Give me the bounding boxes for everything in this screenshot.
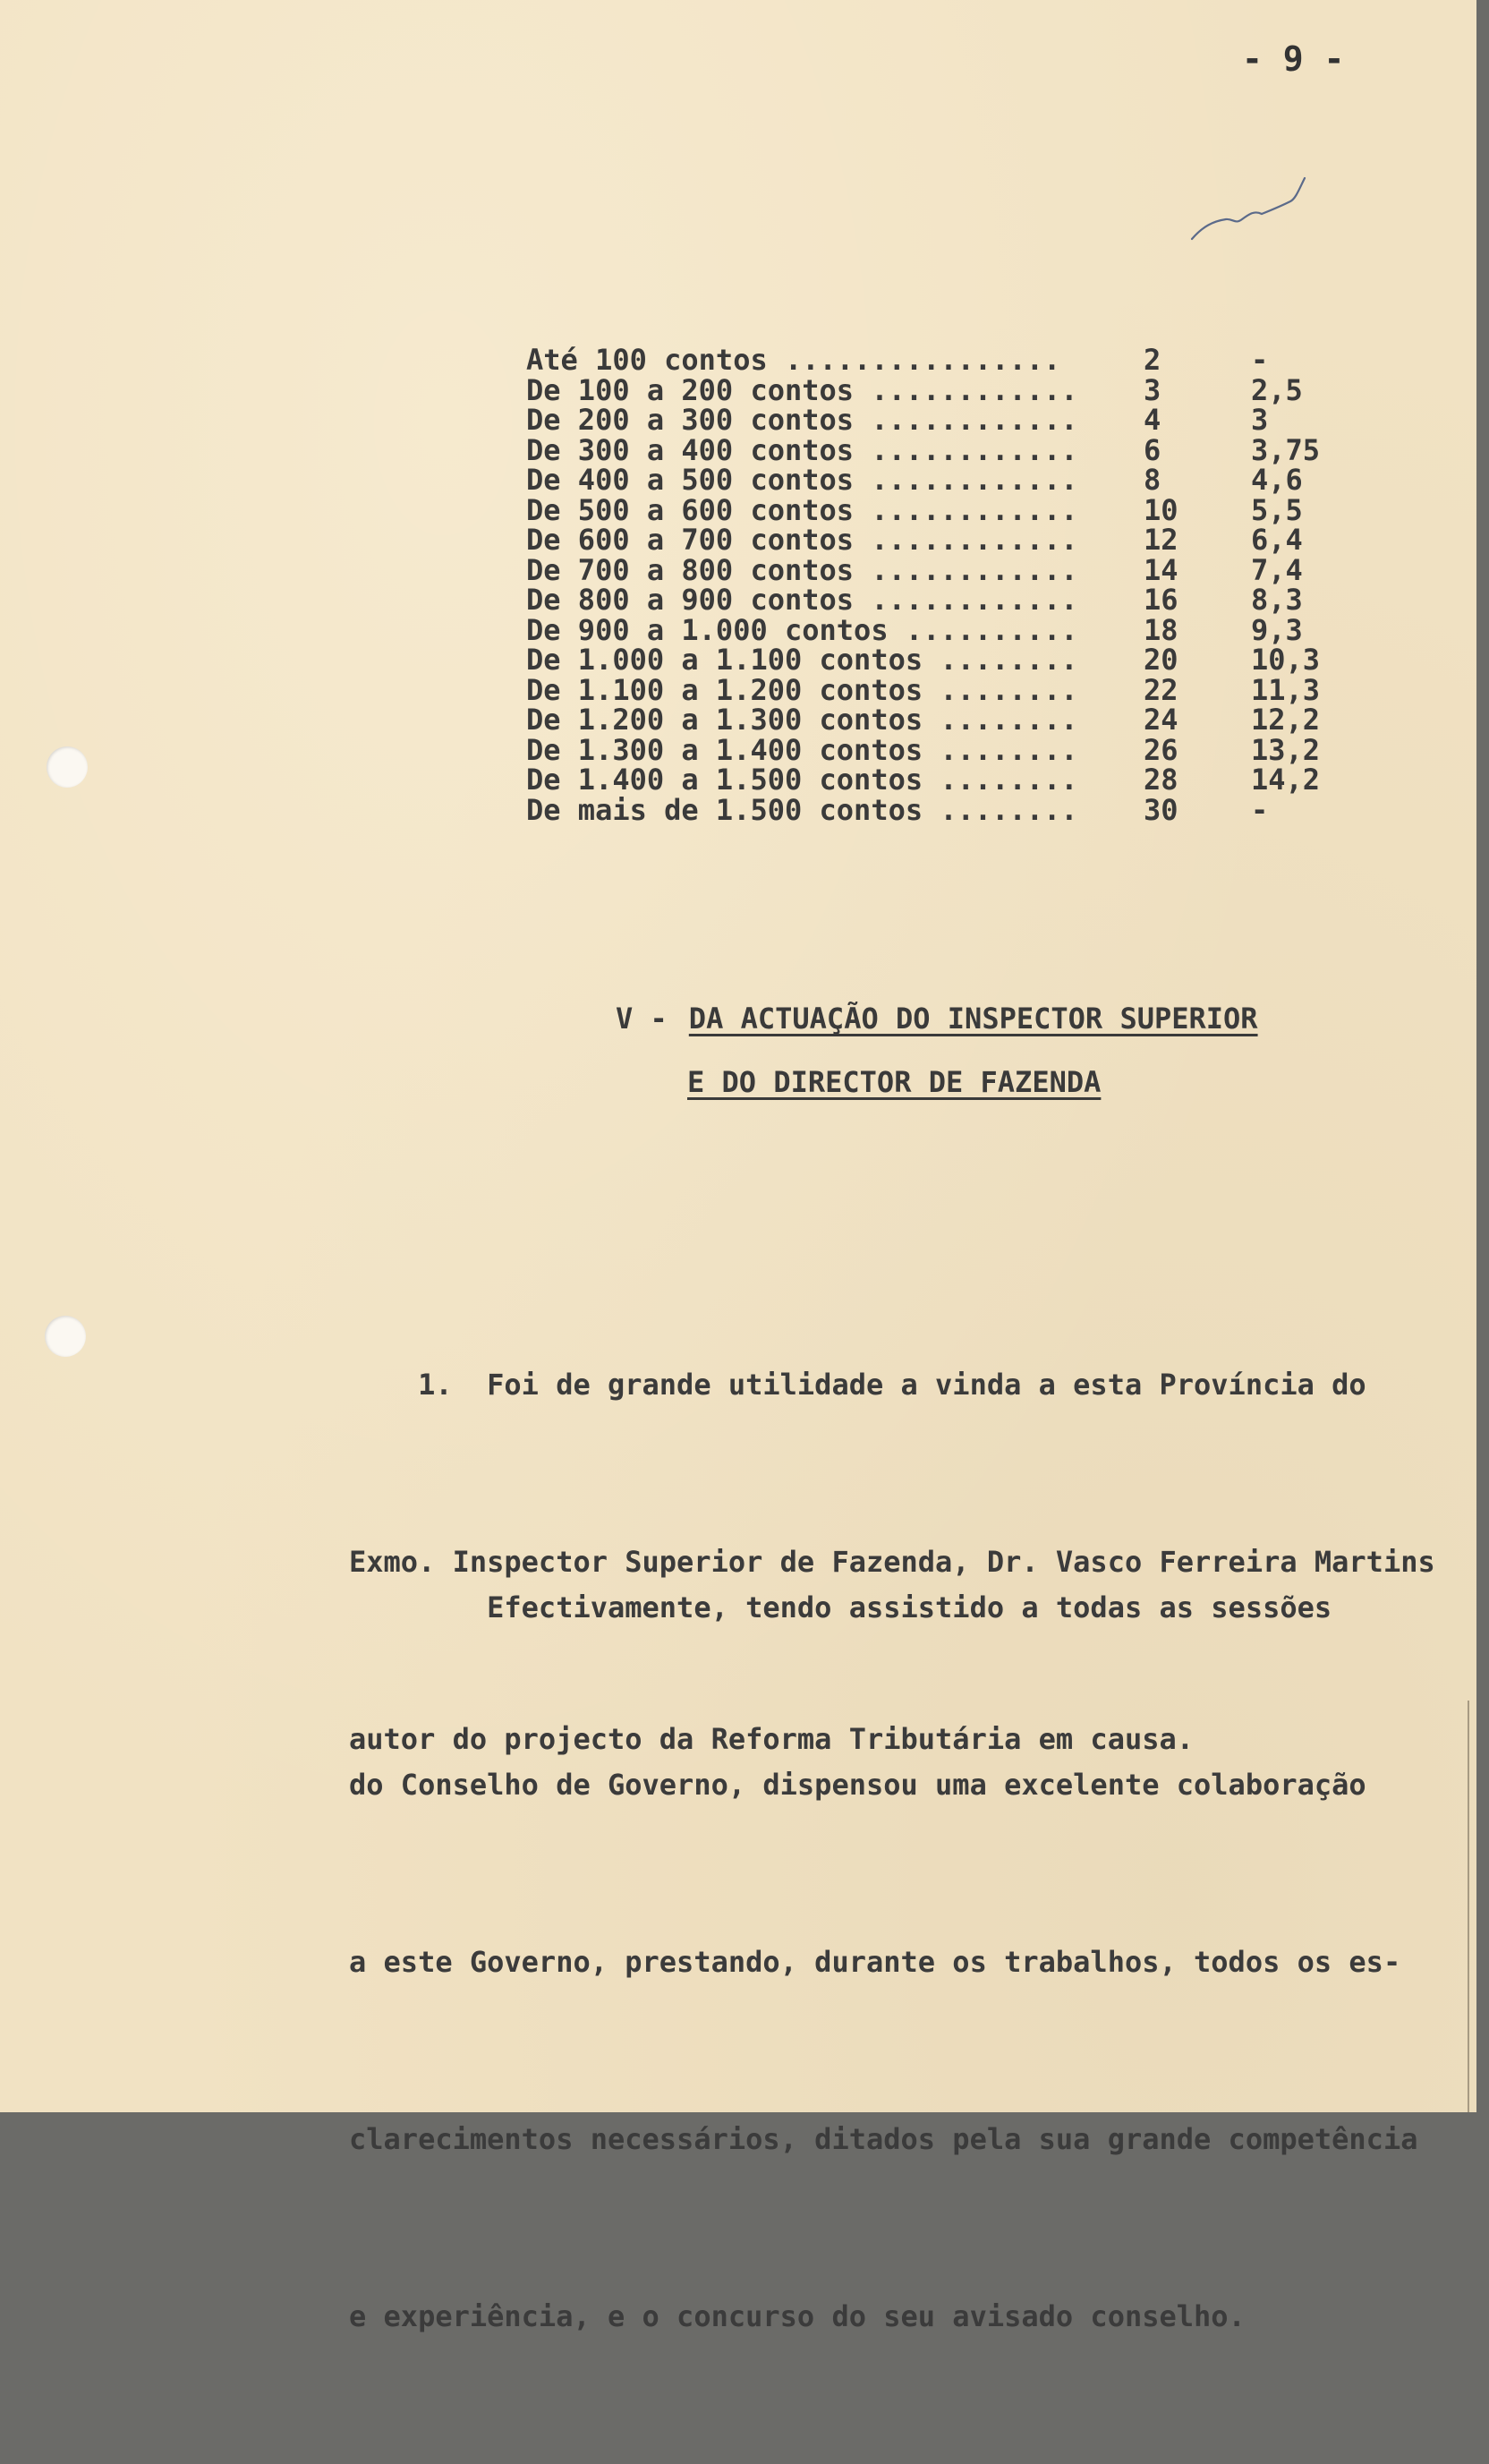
section-number: V - [616, 1002, 668, 1036]
table-row [526, 616, 1332, 646]
tax-rates-table [526, 345, 1332, 825]
bracket-cell: De 1.100 a 1.200 contos ........ [526, 672, 1078, 707]
bracket-cell: De 1.300 a 1.400 contos ........ [526, 732, 1078, 767]
paragraph-line: e experiência, e o concurso do seu avisado conselho. [349, 2299, 1246, 2333]
rate-cell: 10 [1144, 492, 1178, 527]
table-row [526, 345, 1332, 376]
alt-rate-cell: 10,3 [1251, 643, 1321, 677]
bracket-cell: De 200 a 300 contos ............ [526, 403, 1078, 437]
alt-rate-cell: 4,6 [1251, 463, 1303, 497]
punch-hole [47, 746, 88, 788]
alt-rate-cell: 13,2 [1251, 732, 1321, 767]
bracket-cell: De 600 a 700 contos ............ [526, 523, 1078, 557]
rate-cell: 16 [1144, 583, 1178, 617]
table-row [526, 556, 1332, 586]
bracket-cell: De 800 a 900 contos ............ [526, 583, 1078, 617]
bracket-cell: De 300 a 400 contos ............ [526, 432, 1078, 467]
rate-cell: 6 [1144, 432, 1161, 467]
alt-rate-cell: 2,5 [1251, 372, 1303, 407]
bracket-cell: De 900 a 1.000 contos .......... [526, 612, 1078, 647]
table-row [526, 496, 1332, 526]
alt-rate-cell: - [1251, 792, 1269, 827]
alt-rate-cell: 11,3 [1251, 672, 1321, 707]
rate-cell: 12 [1144, 523, 1178, 557]
alt-rate-cell: 3 [1251, 403, 1269, 437]
section-title-line1: DA ACTUAÇÃO DO INSPECTOR SUPERIOR [688, 1002, 1258, 1036]
rate-cell: 2 [1144, 343, 1161, 377]
rate-cell: 4 [1144, 403, 1161, 437]
rate-cell: 14 [1144, 552, 1178, 587]
table-row [526, 796, 1332, 826]
table-row [526, 436, 1332, 466]
alt-rate-cell: 6,4 [1251, 523, 1303, 557]
paragraph-line: clarecimentos necessários, ditados pela sua grande competência [349, 2122, 1418, 2156]
corner-stain [27, 36, 63, 72]
table-row [526, 676, 1332, 706]
alt-rate-cell: 9,3 [1251, 612, 1303, 647]
paragraph-line: Efectivamente, tendo assistido a todas as sessões [349, 1590, 1332, 1624]
table-row [526, 585, 1332, 616]
rate-cell: 3 [1144, 372, 1161, 407]
bracket-cell: De 700 a 800 contos ............ [526, 552, 1078, 587]
handwritten-mark-icon [1190, 175, 1315, 255]
paragraph-2 [349, 1460, 1475, 2464]
bracket-cell: Até 100 contos ................ [526, 343, 1061, 377]
bracket-cell: De 1.400 a 1.500 contos ........ [526, 763, 1078, 797]
paragraph-line: autor do projecto da Reforma Tributária em causa. [349, 1722, 1195, 1756]
table-row [526, 405, 1332, 436]
section-heading [616, 1002, 1258, 1035]
table-row [526, 736, 1332, 766]
rate-cell: 20 [1144, 643, 1178, 677]
table-row [526, 376, 1332, 406]
bracket-cell: De 100 a 200 contos ............ [526, 372, 1078, 407]
rate-cell: 8 [1144, 463, 1161, 497]
alt-rate-cell: 12,2 [1251, 703, 1321, 737]
bracket-cell: De mais de 1.500 contos ........ [526, 792, 1078, 827]
bracket-cell: De 500 a 600 contos ............ [526, 492, 1078, 527]
bracket-cell: De 400 a 500 contos ............ [526, 463, 1078, 497]
punch-hole [45, 1316, 86, 1357]
bracket-cell: De 1.200 a 1.300 contos ........ [526, 703, 1078, 737]
rate-cell: 22 [1144, 672, 1178, 707]
table-row [526, 465, 1332, 496]
rate-cell: 18 [1144, 612, 1178, 647]
table-row [526, 705, 1332, 736]
alt-rate-cell: 5,5 [1251, 492, 1303, 527]
rate-cell: 24 [1144, 703, 1178, 737]
table-row [526, 645, 1332, 676]
rate-cell: 30 [1144, 792, 1178, 827]
rate-cell: 28 [1144, 763, 1178, 797]
paragraph-line: a este Governo, prestando, durante os trabalhos, todos os es- [349, 1945, 1401, 1979]
paragraph-line: do Conselho de Governo, dispensou uma excelente colaboração [349, 1768, 1366, 1802]
alt-rate-cell: 14,2 [1251, 763, 1321, 797]
table-row [526, 765, 1332, 796]
page-number: - 9 - [1242, 39, 1345, 79]
paragraph-line: 1. Foi de grande utilidade a vinda a esta Província do [349, 1368, 1366, 1402]
section-title-line2: E DO DIRECTOR DE FAZENDA [687, 1065, 1102, 1099]
rate-cell: 26 [1144, 732, 1178, 767]
alt-rate-cell: 7,4 [1251, 552, 1303, 587]
alt-rate-cell: - [1251, 343, 1269, 377]
paragraph-line: Exmo. Inspector Superior de Fazenda, Dr. Vasco Ferreira Martins [349, 1545, 1435, 1579]
bracket-cell: De 1.000 a 1.100 contos ........ [526, 643, 1078, 677]
alt-rate-cell: 8,3 [1251, 583, 1303, 617]
alt-rate-cell: 3,75 [1251, 432, 1321, 467]
table-row [526, 525, 1332, 556]
